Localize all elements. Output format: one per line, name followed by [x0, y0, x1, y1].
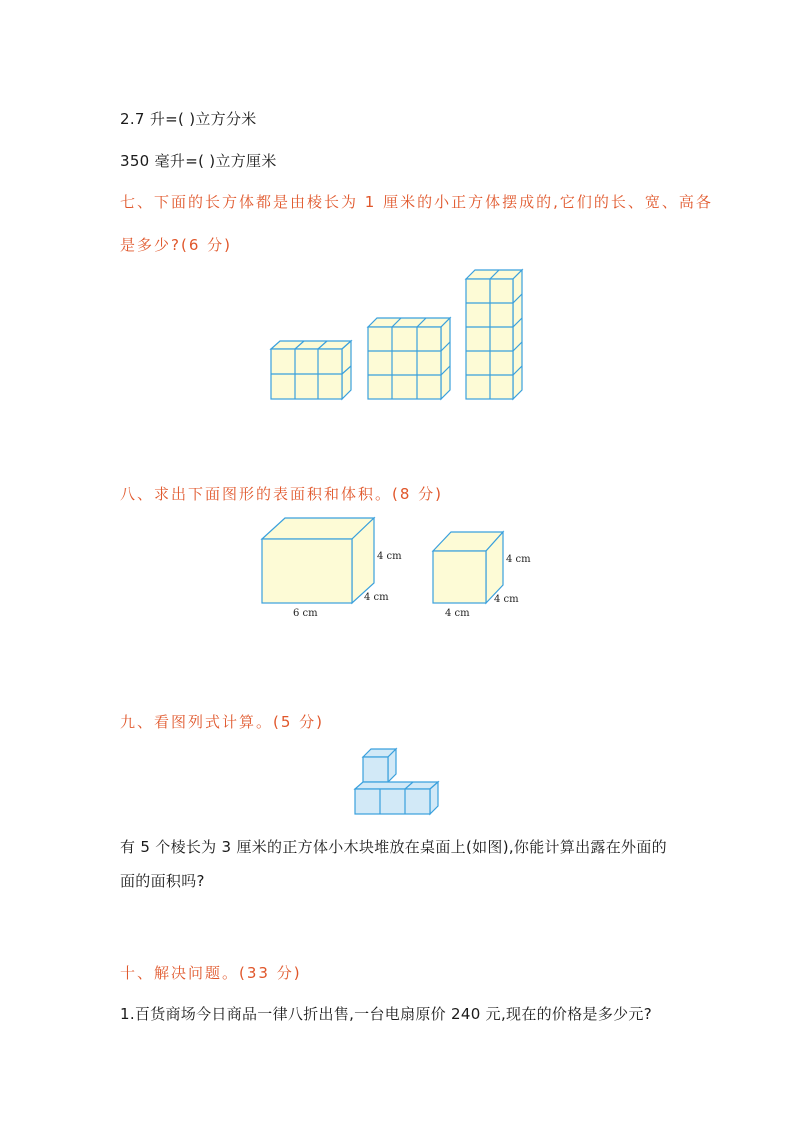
cube-length-label: 4 cm — [445, 608, 470, 619]
block-top — [363, 749, 396, 782]
cuboid-c — [466, 270, 522, 399]
section-10-question-1: 1.百货商场今日商品一律八折出售,一台电扇原价 240 元,现在的价格是多少元? — [120, 1005, 652, 1023]
block-row — [355, 782, 438, 814]
section-9-heading: 九、看图列式计算。(5 分) — [120, 713, 325, 731]
cuboid-b — [368, 318, 450, 399]
cuboid-length-label: 6 cm — [293, 608, 318, 619]
section-7-heading-line-1: 七、下面的长方体都是由棱长为 1 厘米的小正方体摆成的,它们的长、宽、高各 — [120, 193, 713, 211]
cuboid-a — [271, 341, 351, 399]
cuboid-width-label: 4 cm — [364, 592, 389, 603]
section-10-heading: 十、解决问题。(33 分) — [120, 964, 302, 982]
cube-height-label: 4 cm — [506, 554, 531, 565]
section-7-heading-line-2: 是多少?(6 分) — [120, 236, 232, 254]
stacked-blocks-figure — [350, 742, 445, 817]
unit-cube-cuboids-figure — [265, 265, 530, 405]
cuboid-height-label: 4 cm — [377, 551, 402, 562]
cuboid-and-cube-figure — [255, 510, 545, 625]
cube-width-label: 4 cm — [494, 594, 519, 605]
section-8-heading: 八、求出下面图形的表面积和体积。(8 分) — [120, 485, 444, 503]
cuboid-shape — [262, 518, 374, 603]
conversion-line-1: 2.7 升=( )立方分米 — [120, 110, 257, 128]
cube-shape — [433, 532, 503, 603]
section-9-question-line-2: 面的面积吗? — [120, 872, 205, 890]
section-9-question-line-1: 有 5 个棱长为 3 厘米的正方体小木块堆放在桌面上(如图),你能计算出露在外面的 — [120, 838, 667, 856]
conversion-line-2: 350 毫升=( )立方厘米 — [120, 152, 277, 170]
